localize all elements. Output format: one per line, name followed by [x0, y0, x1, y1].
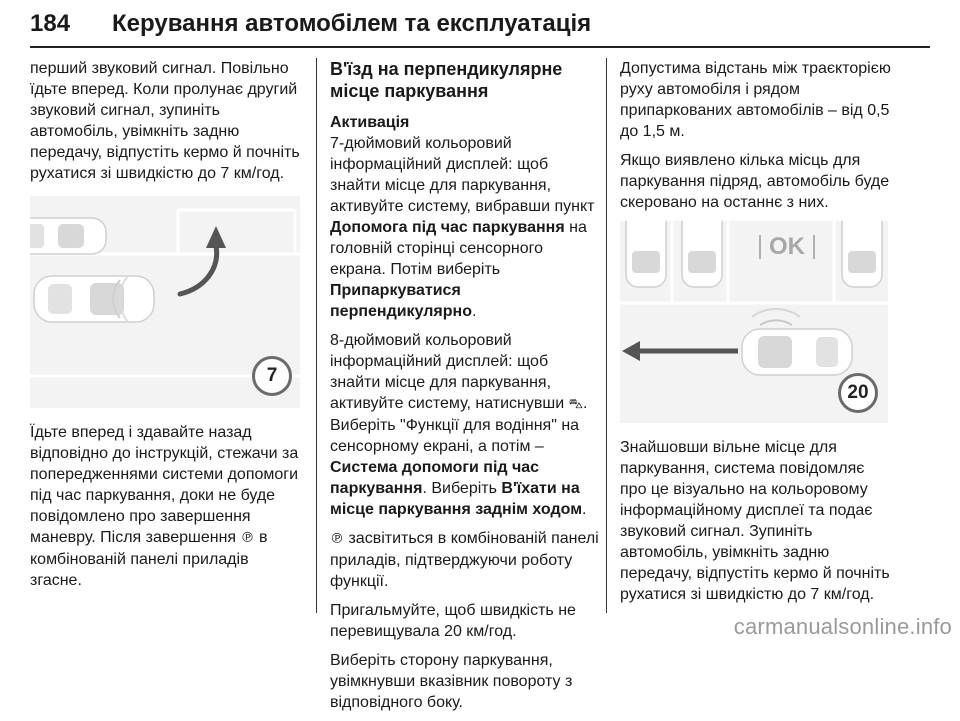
- page-number: 184: [30, 10, 71, 37]
- parallel-parking-figure: [30, 196, 300, 408]
- menu-item-reverse-parking: В'їхати на місце паркування заднім ходом: [330, 480, 583, 518]
- paragraph: Пригальмуйте, щоб швидкість не перевищувала 20 км/год.: [330, 602, 576, 640]
- section-heading: В'їзд на перпендикулярне місце паркування: [330, 59, 563, 101]
- page-title: Керування автомобілем та експлуатація: [112, 10, 592, 37]
- moving-car: [34, 276, 154, 322]
- menu-item-parking-assist-system: Система допомоги під час паркування: [330, 459, 540, 497]
- parking-button-icon: ⛍: [568, 396, 584, 412]
- page-header: [30, 4, 930, 48]
- parking-assist-icon: ℗: [240, 530, 255, 546]
- paragraph: перший звуковий сигнал. Повільно їдьте вперед. Коли пролунає другий звуковий сигнал, зупиніть автомобіль, увімкніть задню передачу, відпустіть кермо й почніть рухатися зі швидкістю до 7 км/год.: [30, 60, 300, 182]
- perpendicular-parking-figure: [620, 221, 888, 423]
- column-left: [30, 58, 302, 599]
- parked-car: [842, 221, 882, 287]
- paragraph: Їдьте вперед і здавайте назад відповідно до інструкцій, стежачи за попередженнями системи допомоги під час паркування, доки не буде повідомлено про завершення маневру. Після завершення ℗ в комбінованій панелі приладів згасне.: [30, 424, 299, 589]
- paragraph: 8-дюймовий кольоровий інформаційний дисплей: щоб знайти місце для паркування, активуйте систему, натиснувши ⛍. Виберіть "Функції для водіння" на сенсорному екрані, а потім – Система допомоги під час паркування. Виберіть В'їхати на місце паркування заднім ходом.: [330, 332, 588, 518]
- ok-label: OK: [769, 233, 805, 260]
- parked-car: [626, 221, 666, 287]
- paragraph: Допустима відстань між траєкторією руху автомобіля і рядом припаркованих автомобілів – від 0,5 до 1,5 м.: [620, 60, 891, 140]
- menu-item-perpendicular-parking: Припаркуватися перпендикулярно: [330, 282, 472, 320]
- parking-assist-icon: ℗: [330, 531, 344, 547]
- figure-number-badge: 7: [252, 356, 292, 396]
- moving-car: [742, 329, 852, 375]
- column-divider: [316, 58, 317, 613]
- column-right: [620, 58, 892, 613]
- parked-car: [682, 221, 722, 287]
- paragraph: 7-дюймовий кольоровий інформаційний дисплей: щоб знайти місце для паркування, активуйте систему, вибравши пункт Допомога під час паркування на головній сторінці сенсорного екрана. Потім виберіть Припаркуватися перпендикулярно.: [330, 135, 595, 320]
- menu-item-parking-assist: Допомога під час паркування: [330, 219, 565, 236]
- paragraph: Виберіть сторону паркування, увімкнувши вказівник повороту з відповідного боку.: [330, 652, 573, 711]
- sub-heading-activation: Активація: [330, 114, 410, 131]
- paragraph: Якщо виявлено кілька місць для паркування підряд, автомобіль буде скеровано на останнє з них.: [620, 152, 890, 211]
- paragraph: Знайшовши вільне місце для паркування, система повідомляє про це візуально на кольоровому інформаційному дисплеї та подає звуковий сигнал. Зупиніть автомобіль, увімкніть задню передачу, відпустіть кермо й почніть рухатися зі швидкістю до 7 км/год.: [620, 439, 890, 603]
- column-divider: [606, 58, 607, 613]
- header-rule: [30, 46, 930, 48]
- paragraph: ℗ засвітиться в комбінованій панелі приладів, підтверджуючи роботу функції.: [330, 530, 599, 590]
- column-middle: [330, 58, 602, 721]
- figure-number-badge: 20: [838, 373, 878, 413]
- watermark: carmanualsonline.info: [733, 614, 952, 639]
- parked-car: [30, 218, 106, 254]
